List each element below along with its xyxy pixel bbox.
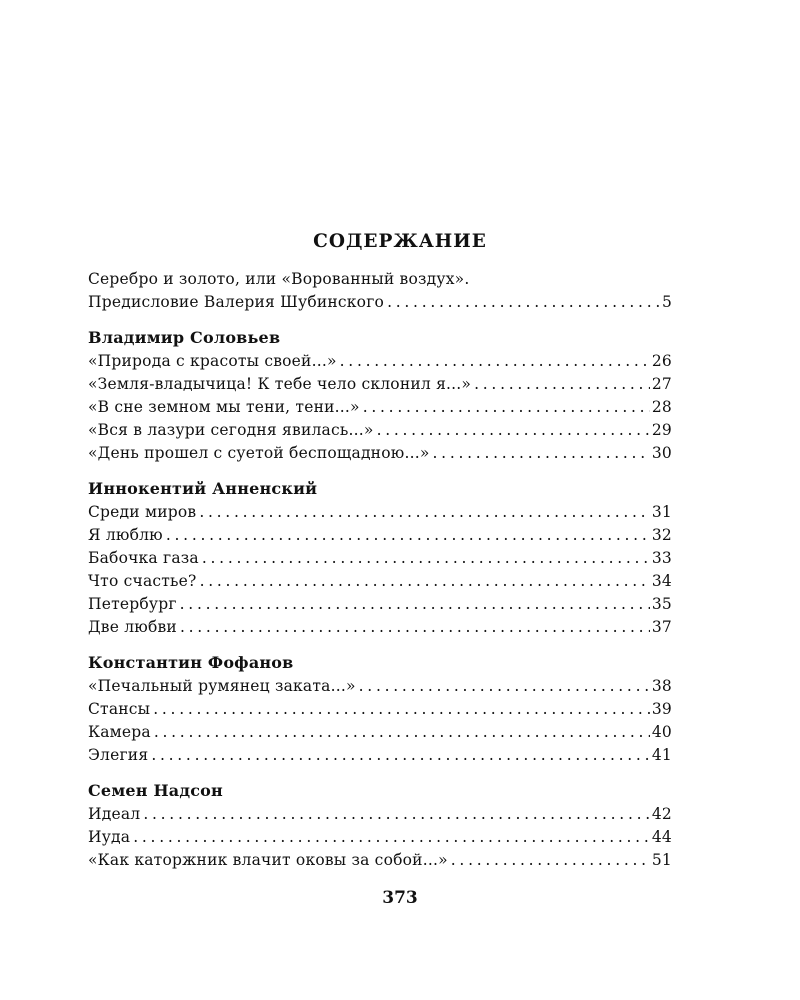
- entry-page: 29: [651, 421, 672, 439]
- entry-title: Предисловие Валерия Шубинского: [88, 293, 385, 311]
- dot-leader: [153, 698, 650, 721]
- toc-entry: [88, 501, 672, 524]
- page-title: СОДЕРЖАНИЕ: [313, 231, 487, 252]
- dot-leader: [154, 721, 650, 744]
- dot-leader: [363, 396, 650, 419]
- dot-leader: [133, 826, 650, 849]
- toc-entry: [88, 524, 672, 547]
- entry-page: 35: [651, 595, 672, 613]
- entry-page: 28: [651, 398, 672, 416]
- page-number: 373: [382, 888, 418, 908]
- entry-page: 33: [651, 549, 672, 567]
- toc-entry: [88, 547, 672, 570]
- dot-leader: [433, 442, 650, 465]
- entry-page: 41: [651, 746, 672, 764]
- entry-title: «День прошел с суетой беспощадною...»: [88, 444, 430, 462]
- entry-page: 30: [651, 444, 672, 462]
- toc-entry: [88, 396, 672, 419]
- toc-section: [88, 651, 672, 767]
- entry-title: «Природа с красоты своей...»: [88, 352, 337, 370]
- entry-title: «Вся в лазури сегодня явилась...»: [88, 421, 374, 439]
- entry-title: Что счастье?: [88, 572, 197, 590]
- entry-page: 5: [661, 293, 672, 311]
- entry-page: 38: [651, 677, 672, 695]
- dot-leader: [377, 419, 650, 442]
- dot-leader: [151, 744, 650, 767]
- entry-title: Стансы: [88, 700, 151, 718]
- toc-section: [88, 477, 672, 639]
- entry-title: Иуда: [88, 828, 131, 846]
- entry-page: 26: [651, 352, 672, 370]
- entry-page: 37: [651, 618, 672, 636]
- author-heading: Владимир Соловьев: [88, 328, 281, 347]
- toc-entry: [88, 803, 672, 826]
- entry-title: Я люблю: [88, 526, 163, 544]
- entry-title: Две любви: [88, 618, 177, 636]
- dot-leader: [202, 547, 650, 570]
- dot-leader: [166, 524, 650, 547]
- dot-leader: [180, 616, 650, 639]
- toc-entry: [88, 373, 672, 396]
- entry-page: 32: [651, 526, 672, 544]
- entry-page: 31: [651, 503, 672, 521]
- entry-page: 40: [651, 723, 672, 741]
- entry-title: «Как каторжник влачит оковы за собой...»: [88, 851, 448, 869]
- entry-page: 42: [651, 805, 672, 823]
- dot-leader: [359, 675, 650, 698]
- toc-entry: [88, 350, 672, 373]
- entry-page: 34: [651, 572, 672, 590]
- toc-entry: [88, 593, 672, 616]
- entry-title: Камера: [88, 723, 151, 741]
- entry-title: «Печальный румянец заката...»: [88, 677, 356, 695]
- toc-entry: [88, 849, 672, 872]
- dot-leader: [200, 570, 650, 593]
- toc-entry: [88, 744, 672, 767]
- entry-page: 51: [651, 851, 672, 869]
- table-of-contents: [88, 268, 672, 872]
- dot-leader: [199, 501, 650, 524]
- entry-page: 39: [651, 700, 672, 718]
- toc-entry: [88, 675, 672, 698]
- dot-leader: [340, 350, 650, 373]
- entry-page: 27: [651, 375, 672, 393]
- entry-title: «Земля-владычица! К тебе чело склонил я...»: [88, 375, 472, 393]
- toc-entry: [88, 698, 672, 721]
- entry-title: Идеал: [88, 805, 141, 823]
- entry-title: Элегия: [88, 746, 149, 764]
- toc-entry: [88, 721, 672, 744]
- toc-entry: [88, 826, 672, 849]
- entry-page: 44: [651, 828, 672, 846]
- author-heading: Константин Фофанов: [88, 653, 294, 672]
- toc-section: [88, 326, 672, 465]
- dot-leader: [387, 291, 660, 314]
- entry-title: «В сне земном мы тени, тени...»: [88, 398, 360, 416]
- entry-title: Петербург: [88, 595, 177, 613]
- author-heading: Семен Надсон: [88, 781, 223, 800]
- toc-entry: [88, 570, 672, 593]
- dot-leader: [474, 373, 650, 396]
- dot-leader: [180, 593, 650, 616]
- toc-entry: [88, 419, 672, 442]
- toc-section: [88, 779, 672, 872]
- dot-leader: [143, 803, 650, 826]
- toc-entry: [88, 616, 672, 639]
- entry-title: Бабочка газа: [88, 549, 199, 567]
- preface-line-1: Серебро и золото, или «Ворованный воздух».: [88, 270, 470, 288]
- toc-entry: [88, 442, 672, 465]
- entry-title: Среди миров: [88, 503, 197, 521]
- toc-entry-preface: [88, 291, 672, 314]
- author-heading: Иннокентий Анненский: [88, 479, 318, 498]
- dot-leader: [451, 849, 650, 872]
